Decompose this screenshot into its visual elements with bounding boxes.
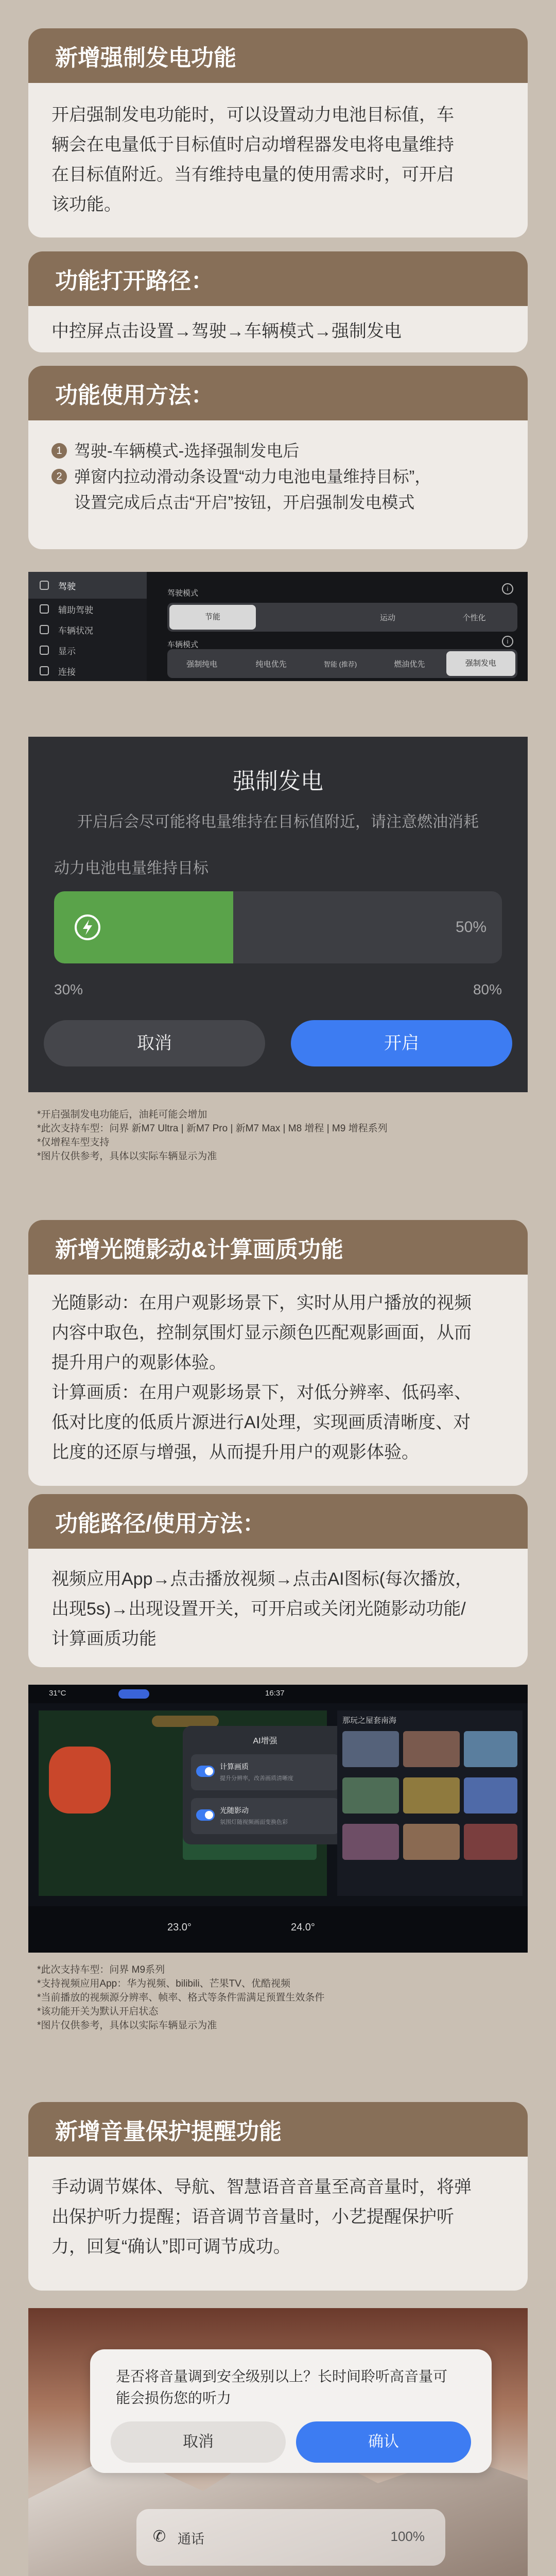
temperature-left: 31°C bbox=[49, 1689, 66, 1698]
sidebar-item-label: 驾驶 bbox=[58, 581, 76, 591]
desc-line: 手动调节媒体、导航、智慧语音音量至高音量时，将弹 bbox=[51, 2177, 472, 2197]
section2-title: 新增光随影动&计算画质功能 bbox=[55, 1237, 343, 1262]
path-title-bar bbox=[28, 251, 528, 306]
slider-min: 30% bbox=[54, 981, 83, 997]
notes-section2 bbox=[37, 1963, 521, 2032]
clock: 16:37 bbox=[265, 1689, 285, 1698]
thumbnail[interactable] bbox=[342, 1731, 399, 1767]
cancel-button[interactable]: 取消 bbox=[111, 2421, 286, 2463]
status-bar bbox=[28, 1685, 528, 1703]
note-line: *仅增程车型支持 bbox=[37, 1137, 110, 1148]
sidebar-item-connect[interactable] bbox=[28, 660, 147, 681]
usage-steps bbox=[51, 438, 515, 515]
vehicle-mode-option[interactable]: 智能 (推荐) bbox=[323, 660, 357, 668]
cancel-button[interactable]: 取消 bbox=[44, 1020, 265, 1066]
desc-line: 提升用户的观影体验。 bbox=[51, 1353, 227, 1372]
step-text: 弹窗内拉动滑动条设置“动力电池电量维持目标”， bbox=[74, 467, 431, 486]
warning-line: 能会损伤您的听力 bbox=[116, 2390, 232, 2406]
note-line: *支持视频应用App：华为视频、bilibili、芒果TV、优酷视频 bbox=[37, 1978, 290, 1989]
path-line: 计算画质功能 bbox=[51, 1629, 157, 1649]
quality-toggle[interactable] bbox=[196, 1766, 215, 1777]
ai-option-ambient bbox=[191, 1798, 339, 1834]
vehicle-mode-option[interactable]: 纯电优先 bbox=[255, 659, 287, 669]
section1-desc bbox=[51, 100, 505, 219]
sidebar-item-display[interactable] bbox=[28, 640, 147, 660]
section2-path-title: 功能路径/使用方法： bbox=[55, 1511, 266, 1536]
warning-line: 是否将音量调到安全级别以上？长时间聆听高音量可 bbox=[116, 2368, 448, 2384]
section2-title-bar bbox=[28, 1220, 528, 1275]
ai-enhance-popup bbox=[183, 1726, 348, 1844]
sidebar-item-label: 辅助驾驶 bbox=[58, 605, 93, 615]
settings-sidebar bbox=[28, 572, 147, 681]
thumbnail[interactable] bbox=[464, 1731, 517, 1767]
step-text: 设置完成后点击“开启”按钮，开启强制发电模式 bbox=[74, 493, 415, 512]
recommend-title: 那玩之屋套南海 bbox=[342, 1716, 397, 1725]
vehicle-mode-label: 车辆模式 bbox=[167, 640, 199, 649]
note-line: *此次支持车型：问界 新M7 Ultra | 新M7 Pro | 新M7 Max | M8 增程 | M9 增程系列 bbox=[37, 1123, 388, 1134]
sidebar-item-status[interactable] bbox=[28, 619, 147, 640]
thumbnail[interactable] bbox=[342, 1824, 399, 1860]
desc-line: 内容中取色，控制氛围灯显示颜色匹配观影画面，从而 bbox=[51, 1323, 472, 1343]
vehicle-mode-selector[interactable] bbox=[167, 649, 517, 678]
volume-screenshot bbox=[28, 2308, 528, 2576]
call-volume-value: 100% bbox=[390, 2529, 425, 2544]
phone-icon: ✆ bbox=[153, 2528, 166, 2545]
link-icon bbox=[40, 666, 49, 675]
step-1 bbox=[51, 438, 515, 464]
volume-warning-text bbox=[116, 2366, 476, 2409]
ambient-desc: 氛围灯随视频画面变换色彩 bbox=[220, 1819, 288, 1825]
video-app-screenshot bbox=[28, 1685, 528, 1953]
usage-title-bar bbox=[28, 366, 528, 420]
note-line: *开启强制发电功能后，油耗可能会增加 bbox=[37, 1109, 207, 1120]
battery-target-slider[interactable] bbox=[54, 891, 502, 963]
display-icon bbox=[40, 646, 49, 655]
note-line: *该功能开关为默认开启状态 bbox=[37, 2006, 159, 2017]
section3-title-bar bbox=[28, 2102, 528, 2157]
note-line: *此次支持车型：问界 M9系列 bbox=[37, 1964, 165, 1975]
car-settings-screenshot bbox=[28, 572, 528, 681]
sidebar-item-label: 显示 bbox=[58, 646, 76, 656]
vehicle-status-icon bbox=[40, 625, 49, 634]
thumbnail[interactable] bbox=[464, 1777, 517, 1814]
dialog-desc: 开启后会尽可能将电量维持在目标值附近，请注意燃油消耗 bbox=[77, 814, 479, 831]
slider-label: 动力电池电量维持目标 bbox=[54, 860, 208, 877]
step-number-badge: 1 bbox=[51, 443, 67, 459]
ai-option-quality bbox=[191, 1754, 339, 1790]
slider-max: 80% bbox=[473, 981, 502, 997]
section3-title: 新增音量保护提醒功能 bbox=[55, 2119, 282, 2144]
desc-line: 开启强制发电功能时，可以设置动力电池目标值，车 bbox=[51, 105, 454, 125]
vehicle-mode-option[interactable]: 强制纯电 bbox=[186, 659, 218, 669]
usage-title: 功能使用方法： bbox=[55, 383, 214, 408]
desc-line: 该功能。 bbox=[51, 195, 121, 214]
video-recommend-list bbox=[337, 1710, 523, 1896]
quality-desc: 提升分辨率，改善画质清晰度 bbox=[220, 1775, 293, 1782]
car-icon bbox=[40, 581, 49, 590]
thumbnail[interactable] bbox=[464, 1824, 517, 1860]
volume-warning-dialog bbox=[90, 2349, 492, 2473]
vehicle-mode-option-force[interactable]: 强制发电 bbox=[446, 651, 515, 676]
ambient-label: 光随影动 bbox=[220, 1806, 249, 1815]
section2-path-title-bar bbox=[28, 1494, 528, 1549]
thumbnail[interactable] bbox=[403, 1824, 460, 1860]
desc-line: 光随影动：在用户观影场景下，实时从用户播放的视频 bbox=[51, 1293, 472, 1313]
dialog-title: 强制发电 bbox=[233, 769, 323, 794]
call-label: 通话 bbox=[178, 2531, 205, 2547]
confirm-button[interactable]: 确认 bbox=[296, 2421, 471, 2463]
note-line: *图片仅供参考，具体以实际车辆显示为准 bbox=[37, 1151, 217, 1162]
desc-line: 在目标值附近。当有维持电量的使用需求时，可开启 bbox=[51, 165, 454, 184]
notes-section1 bbox=[37, 1108, 521, 1163]
path-text: 中控屏点击设置→驾驶→车辆模式→强制发电 bbox=[51, 321, 402, 341]
desc-line: 低对比度的低质片源进行AI处理，实现画质清晰度、对 bbox=[51, 1413, 471, 1432]
sidebar-item-assist[interactable] bbox=[28, 599, 147, 619]
video-title-pill bbox=[152, 1716, 219, 1727]
path-title: 功能打开路径： bbox=[55, 268, 214, 294]
temperature-passenger[interactable]: 24.0° bbox=[291, 1922, 315, 1933]
thumbnail[interactable] bbox=[403, 1777, 460, 1814]
section2-path-text bbox=[51, 1564, 505, 1654]
path-line: 出现5s)→出现设置开关，可开启或关闭光随影动功能/ bbox=[51, 1599, 466, 1619]
path-line: 视频应用App→点击播放视频→点击AI图标(每次播放， bbox=[51, 1569, 473, 1589]
step-text: 驾驶-车辆模式-选择强制发电后 bbox=[74, 442, 300, 460]
desc-line: 比度的还原与增强，从而提升用户的观影体验。 bbox=[51, 1443, 419, 1462]
vehicle-mode-option[interactable]: 燃油优先 bbox=[394, 659, 425, 669]
ambient-toggle[interactable] bbox=[196, 1809, 215, 1821]
section1-title-bar bbox=[28, 28, 528, 83]
desc-line: 计算画质：在用户观影场景下，对低分辨率、低码率、 bbox=[51, 1383, 472, 1402]
drive-mode-option[interactable]: 个性化 bbox=[462, 613, 486, 622]
bottom-dock bbox=[28, 1906, 528, 1953]
step-2 bbox=[51, 464, 515, 515]
sidebar-item-label: 连接 bbox=[58, 667, 76, 677]
section1-title: 新增强制发电功能 bbox=[55, 45, 236, 71]
app-badge bbox=[118, 1689, 149, 1699]
drive-mode-option[interactable]: 节能 bbox=[169, 605, 256, 630]
desc-line: 出保护听力提醒；语音调节音量时，小艺提醒保护听 bbox=[51, 2207, 454, 2227]
desc-line: 力，回复“确认”即可调节成功。 bbox=[51, 2237, 291, 2257]
drive-mode-label: 驾驶模式 bbox=[167, 589, 199, 598]
quality-label: 计算画质 bbox=[220, 1762, 249, 1771]
drive-mode-option[interactable]: 运动 bbox=[379, 613, 395, 622]
slider-value: 50% bbox=[455, 919, 486, 936]
temperature-driver[interactable]: 23.0° bbox=[167, 1922, 192, 1933]
thumbnail[interactable] bbox=[342, 1777, 399, 1814]
info-icon[interactable]: i bbox=[502, 583, 513, 595]
info-icon[interactable]: i bbox=[502, 636, 513, 647]
ai-popup-title: AI增强 bbox=[253, 1737, 277, 1745]
sidebar-item-drive[interactable] bbox=[28, 572, 147, 599]
sidebar-item-label: 车辆状况 bbox=[58, 625, 93, 636]
power-icon bbox=[75, 914, 100, 940]
section3-desc bbox=[51, 2172, 505, 2262]
note-line: *图片仅供参考，具体以实际车辆显示为准 bbox=[37, 2020, 217, 2031]
call-volume-row[interactable] bbox=[136, 2509, 445, 2566]
desc-line: 辆会在电量低于目标值时启动增程器发电将电量维持 bbox=[51, 135, 454, 155]
enable-button[interactable]: 开启 bbox=[291, 1020, 512, 1066]
section2-desc bbox=[51, 1288, 505, 1467]
note-line: *当前播放的视频源分辨率、帧率、格式等条件需满足预置生效条件 bbox=[37, 1992, 325, 2003]
steering-icon bbox=[40, 604, 49, 614]
video-artwork bbox=[49, 1747, 111, 1814]
thumbnail[interactable] bbox=[403, 1731, 460, 1767]
drive-mode-selector[interactable] bbox=[167, 603, 517, 632]
step-number-badge: 2 bbox=[51, 469, 67, 484]
force-dialog bbox=[28, 737, 528, 1092]
